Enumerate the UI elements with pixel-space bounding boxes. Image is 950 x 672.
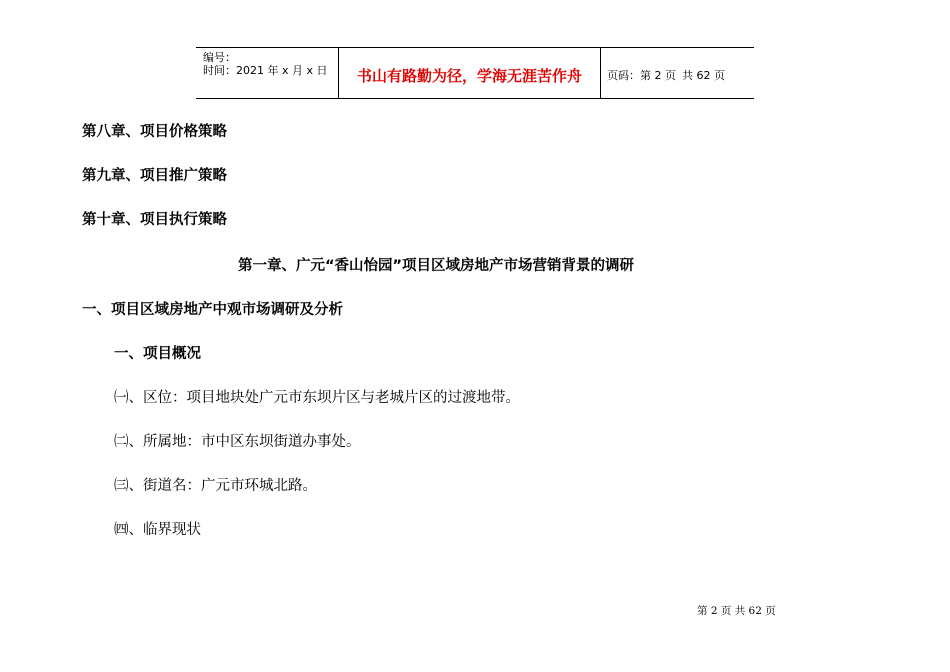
chapter-heading: 第十章、项目执行策略 <box>82 212 227 228</box>
header-page-cell <box>601 48 754 98</box>
list-item: ㈡、所属地：市中区东坝街道办事处。 <box>114 434 361 450</box>
header-page-label: 页码：第 2 页 <box>607 69 676 82</box>
chapter-one-title: 第一章、广元“香山怡园”项目区域房地产市场营销背景的调研 <box>238 258 635 274</box>
page-footer: 第 2 页 共 62 页 <box>697 605 776 617</box>
list-item: ㈣、临界现状 <box>114 522 201 538</box>
subsection-heading: 一、项目概况 <box>114 346 201 362</box>
header-motto: 书山有路勤为径，学海无涯苦作舟 <box>339 48 601 98</box>
chapter-heading: 第九章、项目推广策略 <box>82 168 227 184</box>
section-heading: 一、项目区域房地产中观市场调研及分析 <box>82 302 343 318</box>
header-time-label: 时间：2021 年 x 月 x 日 <box>203 64 328 77</box>
page-header <box>196 47 754 99</box>
header-number-label: 编号： <box>203 51 236 64</box>
list-item: ㈠、区位：项目地块处广元市东坝片区与老城片区的过渡地带。 <box>114 390 520 406</box>
header-total-label: 共 62 页 <box>682 69 725 82</box>
list-item: ㈢、街道名：广元市环城北路。 <box>114 478 317 494</box>
chapter-heading: 第八章、项目价格策略 <box>82 124 227 140</box>
header-meta-cell <box>196 48 339 98</box>
